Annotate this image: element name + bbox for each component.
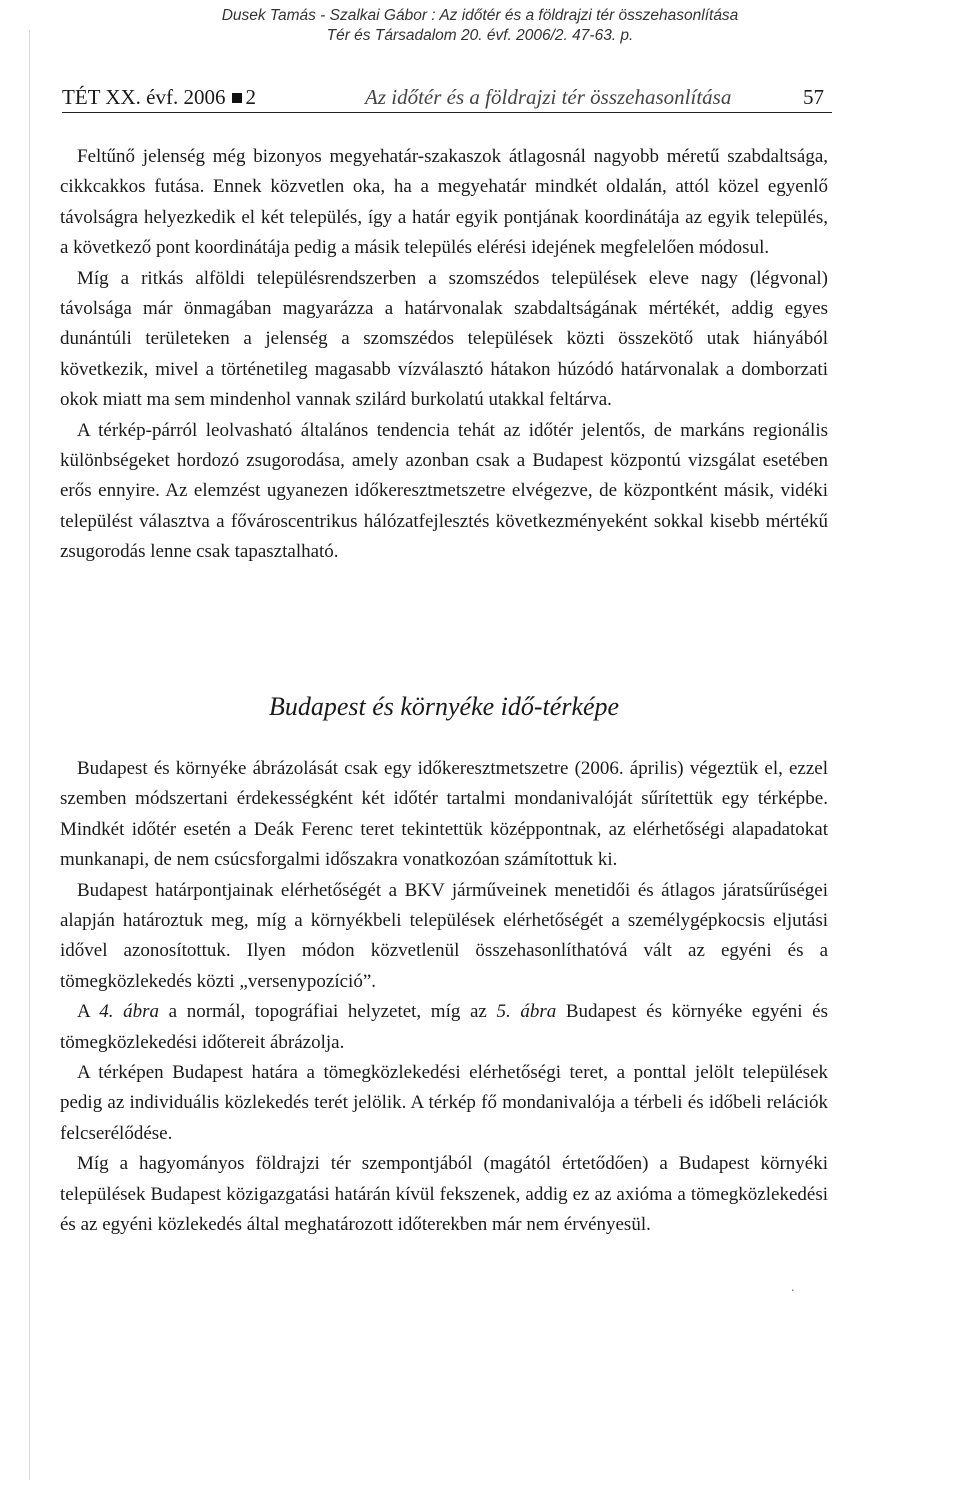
paragraph — [60, 997, 828, 1058]
running-title: Az időtér és a földrajzi tér összehasonlítása — [365, 85, 732, 109]
page-number: 57 — [803, 85, 824, 109]
section-2-body — [60, 754, 828, 1241]
paragraph: A térkép-párról leolvasható általános tendencia tehát az időtér jelentős, de markáns regionális különbségeket hordozó zsugorodása, amely azonban csak a Budapest központú vizsgálat esetében erős ennyire. Az elemzést ugyanezen időkeresztmetszetre elvégezve, de központként másik, vidéki települést választva a fővároscentrikus hálózatfejlesztés következményeként sokkal kisebb mértékű zsugorodás lenne csak tapasztalható. — [60, 419, 828, 563]
running-head — [62, 84, 832, 113]
paragraph: Míg a ritkás alföldi településrendszerben a szomszédos települések eleve nagy (légvonal) távolsága már önmagában magyarázza a határvonalak szabdaltságának mértékét, addig egyes dunántúli területeken a jelenség a szomszédos települések közti összekötő utak hiányából következik, mivel a történetileg magasabb vízválasztó hátakon húzódó határvonalak a domborzati okok miatt ma sem mindenhol vannak szilárd burkolatú utakkal feltárva. — [60, 267, 828, 411]
citation-line-2: Tér és Társadalom 20. évf. 2006/2. 47-63. p. — [326, 27, 634, 44]
square-bullet-icon — [232, 93, 242, 103]
text-span: a normál, topográfiai helyzetet, míg az — [159, 1001, 497, 1023]
section-heading: Budapest és környéke idő-térképe — [268, 692, 620, 721]
text-span: A — [77, 1001, 100, 1023]
stray-dot: . — [791, 1280, 795, 1295]
paragraph: Míg a hagyományos földrajzi tér szempontjából (magától értetődően) a Budapest környéki települések Budapest közigazgatási határán kívül fekszenek, addig ez az axióma a tömegközlekedési és az egyéni közlekedés által meghatározott időterekben már nem érvényesül. — [60, 1153, 828, 1236]
section-1-body — [60, 142, 828, 568]
paragraph: Budapest határpontjainak elérhetőségét a BKV járműveinek menetidői és átlagos járatsűrűségei alapján határoztuk meg, míg a környékbeli települések elérhetőségét a személygépkocsis eljutási idővel azonosítottuk. Ilyen módon közvetlenül összehasonlíthatóvá vált az egyéni és a tömegközlekedés közti „versenypozíció”. — [60, 879, 828, 992]
figure-reference: 4. ábra — [99, 1001, 160, 1023]
scan-edge-line — [29, 30, 30, 1480]
figure-reference: 5. ábra — [496, 1001, 557, 1023]
issue-number: 2 — [245, 85, 256, 109]
journal-name: TÉT XX. évf. 2006 — [62, 85, 226, 109]
paragraph: Budapest és környéke ábrázolását csak egy időkeresztmetszetre (2006. április) végeztük el, ezzel szemben módszertani érdekességként két időtér tartalmi mondanivalóját sűrítettük egy térképbe. Mindkét időtér esetén a Deák Ferenc teret tekintettük középpontnak, az elérhetőségi alapadatokat munkanapi, de nem csúcsforgalmi időszakra vonatkozóan számítottuk ki. — [60, 758, 828, 871]
citation-header — [0, 6, 960, 46]
paragraph: Feltűnő jelenség még bizonyos megyehatár-szakaszok átlagosnál nagyobb méretű szabdaltsága, cikkcakkos futása. Ennek közvetlen oka, ha a megyehatár mindkét oldalán, attól közel egyenlő távolságra helyezkedik el két település, így a határ egyik pontjának koordinátája az egyik település, a következő pont koordinátája pedig a másik település elérési idejének megfelelően módosul. — [60, 146, 828, 259]
paragraph: A térképen Budapest határa a tömegközlekedési elérhetőségi teret, a ponttal jelölt települések pedig az individuális közlekedés terét jelölik. A térkép fő mondanivalója a térbeli és időbeli relációk felcserélődése. — [60, 1062, 828, 1144]
journal-info — [62, 84, 256, 110]
citation-line-1: Dusek Tamás - Szalkai Gábor : Az időtér és a földrajzi tér összehasonlítása — [221, 7, 739, 24]
text-span: Budapest és környéke egyéni és tömegközlekedési időtereit ábrázolja. — [60, 1001, 828, 1053]
